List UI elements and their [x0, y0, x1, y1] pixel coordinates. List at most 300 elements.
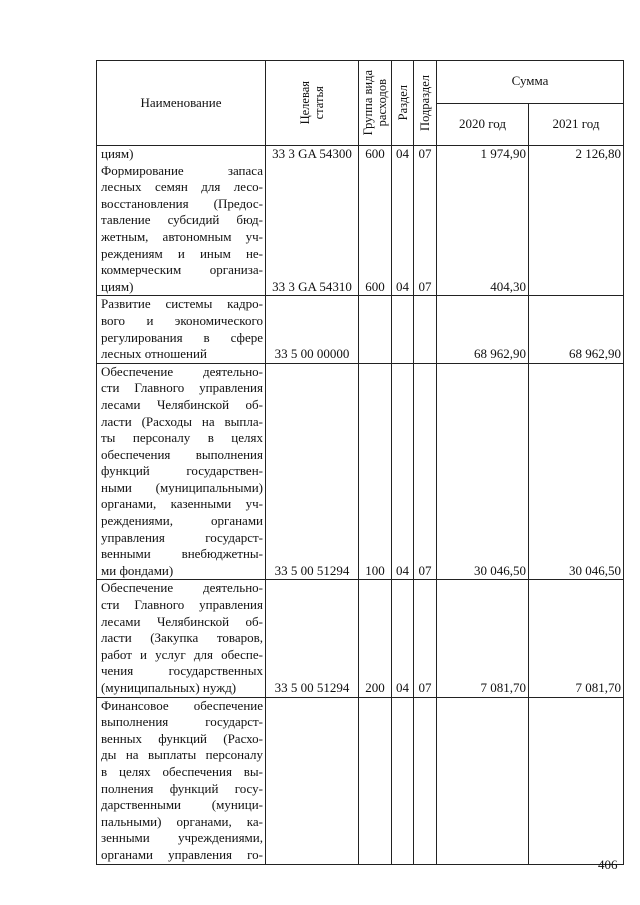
section-value: 04 — [396, 680, 409, 695]
empty-line — [266, 397, 358, 414]
name-word: циям) — [101, 278, 134, 294]
name-word: реждениям — [101, 245, 163, 261]
empty-line — [414, 364, 436, 381]
empty-line — [266, 179, 358, 196]
name-word: автономным — [162, 228, 232, 244]
empty-line — [437, 212, 526, 229]
empty-line — [359, 229, 391, 246]
empty-line — [266, 513, 358, 530]
name-word: целях — [118, 763, 151, 779]
name-word: выполнения — [195, 446, 263, 462]
name-word: лесами — [101, 613, 141, 629]
name-word: Развитие — [101, 296, 151, 312]
sum-2021-cell — [529, 146, 624, 296]
empty-line — [437, 463, 526, 480]
empty-line — [266, 246, 358, 263]
empty-line — [414, 580, 436, 597]
name-word: управления — [101, 529, 165, 545]
empty-line — [437, 262, 526, 279]
empty-line — [359, 480, 391, 497]
empty-line — [529, 229, 621, 246]
section-cell — [392, 363, 414, 580]
name-word: организа- — [209, 262, 263, 278]
name-word: кадро- — [227, 296, 263, 312]
name-word: обеспечения — [162, 763, 232, 779]
sum-2020-cell — [437, 580, 529, 697]
empty-line — [392, 647, 413, 664]
empty-line — [529, 463, 621, 480]
name-word: реждениями, — [101, 513, 173, 529]
empty-line — [359, 163, 391, 180]
sum-2021-cell — [529, 363, 624, 580]
empty-line — [392, 797, 413, 814]
expense-group-value: 600 — [365, 278, 385, 294]
empty-line — [437, 847, 526, 864]
name-line — [101, 463, 263, 480]
empty-line — [266, 463, 358, 480]
header-sum: Сумма — [437, 61, 624, 104]
empty-line — [414, 330, 436, 347]
empty-line — [359, 313, 391, 330]
empty-line — [266, 698, 358, 715]
target-article-value: 33 3 GA 54310 — [272, 278, 352, 294]
empty-line — [266, 212, 358, 229]
name-word: восстановления — [101, 195, 189, 211]
sum-2021-cell — [529, 580, 624, 697]
empty-line — [392, 597, 413, 614]
empty-line — [414, 414, 436, 431]
empty-line — [392, 380, 413, 397]
empty-line — [414, 597, 436, 614]
empty-line — [437, 781, 526, 798]
sum-2020-value: 30 046,50 — [474, 562, 526, 578]
empty-line — [359, 496, 391, 513]
empty-line — [529, 698, 621, 715]
empty-line — [529, 196, 621, 213]
name-line — [101, 513, 263, 530]
sum-2021-cell — [529, 296, 624, 363]
name-line — [101, 614, 263, 631]
name-word: лесами — [101, 396, 141, 412]
empty-line — [529, 480, 621, 497]
empty-line — [437, 447, 526, 464]
empty-line — [437, 480, 526, 497]
empty-line — [266, 764, 358, 781]
name-word: коммерческим — [101, 262, 182, 278]
name-word: вы- — [243, 763, 263, 779]
empty-line — [437, 663, 526, 680]
empty-line — [414, 262, 436, 279]
empty-line — [437, 546, 526, 563]
empty-line — [437, 414, 526, 431]
section-cell — [392, 146, 414, 296]
sum-2021-cell — [529, 697, 624, 864]
empty-line — [392, 364, 413, 381]
empty-line — [414, 830, 436, 847]
empty-line — [359, 330, 391, 347]
header-subsection: Подраздел — [414, 61, 437, 146]
name-word: сти — [101, 380, 120, 396]
name-line — [101, 597, 263, 614]
empty-line — [359, 246, 391, 263]
empty-line — [437, 530, 526, 547]
expense-group-cell — [359, 363, 392, 580]
name-word: органами — [101, 846, 154, 862]
empty-line — [359, 747, 391, 764]
empty-line — [414, 814, 436, 831]
empty-line — [437, 313, 526, 330]
name-line — [101, 212, 263, 229]
expense-group-value: 600 — [365, 146, 385, 161]
sum-2021-value: 7 081,70 — [575, 680, 621, 695]
name-word: иным — [199, 245, 231, 261]
empty-line — [359, 797, 391, 814]
empty-line — [266, 814, 358, 831]
name-line — [101, 262, 263, 279]
empty-line — [359, 714, 391, 731]
name-word: Обеспечение — [101, 580, 174, 596]
name-word: Формирование — [101, 162, 184, 178]
empty-line — [529, 513, 621, 530]
sum-2020-cell — [437, 697, 529, 864]
empty-line — [529, 496, 621, 513]
name-line — [101, 630, 263, 647]
empty-line — [359, 513, 391, 530]
name-word: (муници- — [211, 797, 263, 813]
name-word: (Предос- — [213, 195, 263, 211]
empty-line — [529, 163, 621, 180]
name-line — [101, 313, 263, 330]
empty-line — [359, 698, 391, 715]
empty-line — [414, 447, 436, 464]
empty-line — [266, 731, 358, 748]
name-line — [101, 279, 263, 296]
header-name: Наименование — [97, 61, 266, 146]
name-line — [101, 179, 263, 196]
name-word: деятельно- — [202, 363, 263, 379]
target-article-cell — [266, 580, 359, 697]
empty-line — [414, 663, 436, 680]
empty-line — [359, 212, 391, 229]
name-word: не- — [245, 245, 263, 261]
row-name-cell — [97, 146, 266, 296]
name-line — [101, 163, 263, 180]
empty-line — [529, 246, 621, 263]
name-word: циям) — [101, 146, 134, 161]
name-line — [101, 781, 263, 798]
name-word: полнения — [101, 780, 154, 796]
name-word: управления — [168, 846, 233, 862]
name-word: лесо- — [233, 179, 263, 195]
subsection-cell — [414, 697, 437, 864]
empty-line — [392, 262, 413, 279]
name-word: дарственными — [101, 797, 181, 813]
empty-line — [414, 196, 436, 213]
name-line — [101, 346, 263, 363]
empty-line — [359, 463, 391, 480]
name-line — [101, 680, 263, 697]
empty-line — [266, 296, 358, 313]
name-line — [101, 380, 263, 397]
name-word: го- — [247, 846, 263, 862]
name-word: на — [125, 747, 139, 763]
name-word: об- — [245, 613, 263, 629]
name-line — [101, 296, 263, 313]
name-word: обеспе- — [221, 646, 263, 662]
table-row — [97, 697, 624, 864]
empty-line — [392, 179, 413, 196]
name-line — [101, 747, 263, 764]
name-word: государственных — [168, 663, 263, 679]
empty-line — [414, 246, 436, 263]
name-word: управления — [199, 380, 263, 396]
empty-line — [414, 380, 436, 397]
empty-line — [392, 781, 413, 798]
empty-line — [437, 580, 526, 597]
name-word: в — [207, 430, 214, 446]
target-article-cell — [266, 146, 359, 296]
name-line — [101, 814, 263, 831]
name-line — [101, 698, 263, 715]
name-word: Финансовое — [101, 697, 169, 713]
empty-line — [414, 614, 436, 631]
section-value: 04 — [396, 562, 409, 578]
name-word: выплаты — [148, 747, 197, 763]
empty-line — [437, 698, 526, 715]
empty-line — [529, 262, 621, 279]
empty-line — [266, 163, 358, 180]
subsection-value — [414, 346, 436, 363]
empty-line — [392, 196, 413, 213]
empty-line — [437, 397, 526, 414]
row-name-cell — [97, 697, 266, 864]
name-word: ка- — [246, 813, 263, 829]
name-word: государст- — [205, 714, 263, 730]
header-expense-group: Группа вида расходов — [359, 61, 392, 146]
empty-line — [529, 212, 621, 229]
target-article-cell — [266, 363, 359, 580]
empty-line — [266, 714, 358, 731]
empty-line — [529, 296, 621, 313]
empty-line — [392, 447, 413, 464]
name-word: целях — [231, 430, 263, 446]
subsection-cell — [414, 296, 437, 363]
name-line — [101, 797, 263, 814]
empty-line — [359, 597, 391, 614]
name-line — [101, 146, 263, 163]
empty-line — [437, 196, 526, 213]
empty-line — [529, 330, 621, 347]
empty-line — [266, 480, 358, 497]
name-word: функций — [101, 463, 150, 479]
empty-line — [437, 614, 526, 631]
empty-line — [266, 430, 358, 447]
empty-line — [392, 496, 413, 513]
empty-line — [414, 781, 436, 798]
name-word: пальными) — [101, 813, 162, 829]
empty-line — [437, 830, 526, 847]
name-word: услуг — [155, 646, 186, 662]
name-line — [101, 196, 263, 213]
name-word: отношений — [144, 346, 207, 362]
empty-line — [437, 330, 526, 347]
section-value: 04 — [396, 278, 409, 294]
name-word: внебюджетны- — [181, 546, 263, 562]
name-line — [101, 580, 263, 597]
name-word: работ — [101, 646, 132, 662]
name-word: лесных — [101, 346, 145, 362]
empty-line — [359, 814, 391, 831]
empty-line — [414, 847, 436, 864]
section-cell — [392, 697, 414, 864]
empty-line — [266, 313, 358, 330]
sum-2020-cell — [437, 296, 529, 363]
name-word: уч- — [245, 228, 263, 244]
empty-line — [266, 229, 358, 246]
empty-line — [414, 714, 436, 731]
empty-line — [529, 630, 621, 647]
empty-line — [437, 597, 526, 614]
subsection-value: 07 — [418, 680, 432, 695]
name-word: уч- — [245, 496, 263, 512]
empty-line — [392, 630, 413, 647]
name-word: нужд) — [202, 680, 237, 695]
name-line — [101, 397, 263, 414]
empty-line — [414, 296, 436, 313]
name-word: в — [101, 763, 108, 779]
empty-line — [414, 797, 436, 814]
empty-line — [392, 430, 413, 447]
empty-line — [414, 731, 436, 748]
empty-line — [392, 313, 413, 330]
empty-line — [359, 196, 391, 213]
name-word: зенными — [101, 830, 150, 846]
empty-line — [359, 731, 391, 748]
empty-line — [529, 797, 621, 814]
name-word: Главного — [134, 597, 185, 613]
empty-line — [414, 179, 436, 196]
target-article-cell — [266, 296, 359, 363]
empty-line — [359, 830, 391, 847]
name-word: жетным, — [101, 228, 149, 244]
name-word: ными — [101, 479, 132, 495]
empty-line — [414, 430, 436, 447]
empty-line — [414, 480, 436, 497]
empty-line — [529, 414, 621, 431]
empty-line — [266, 597, 358, 614]
name-word: фондами) — [119, 562, 174, 578]
empty-line — [437, 380, 526, 397]
name-word: (муниципальными) — [155, 479, 263, 495]
empty-line — [266, 781, 358, 798]
empty-line — [529, 614, 621, 631]
section-cell — [392, 580, 414, 697]
name-line — [101, 364, 263, 381]
empty-line — [392, 513, 413, 530]
name-word: органами, — [176, 813, 232, 829]
name-word: Обеспечение — [101, 363, 174, 379]
empty-line — [392, 663, 413, 680]
empty-line — [392, 212, 413, 229]
empty-line — [437, 731, 526, 748]
empty-line — [437, 246, 526, 263]
empty-line — [529, 530, 621, 547]
name-word: субсидий — [167, 212, 220, 228]
name-word: сти — [101, 597, 120, 613]
empty-line — [359, 647, 391, 664]
name-word: тавление — [101, 212, 151, 228]
empty-line — [437, 764, 526, 781]
name-line — [101, 546, 263, 563]
name-word: регулирования — [101, 329, 183, 345]
name-word: ми — [101, 562, 120, 578]
name-word: в — [203, 329, 210, 345]
empty-line — [359, 447, 391, 464]
empty-line — [529, 781, 621, 798]
name-word: запаса — [227, 162, 263, 178]
sum-2020-value: 1 974,90 — [480, 146, 526, 161]
name-word: Главного — [134, 380, 185, 396]
empty-line — [529, 447, 621, 464]
section-value: 04 — [396, 146, 409, 161]
sum-2021-value: 68 962,90 — [569, 346, 621, 362]
empty-line — [414, 229, 436, 246]
empty-line — [529, 430, 621, 447]
header-section: Раздел — [392, 61, 414, 146]
name-line — [101, 731, 263, 748]
empty-line — [414, 496, 436, 513]
empty-line — [266, 414, 358, 431]
name-word: венными — [101, 546, 151, 562]
empty-line — [414, 698, 436, 715]
name-word: на — [201, 413, 215, 429]
empty-line — [359, 430, 391, 447]
name-word: (Расходы — [141, 413, 192, 429]
empty-line — [529, 714, 621, 731]
empty-line — [266, 797, 358, 814]
empty-line — [414, 764, 436, 781]
empty-line — [437, 814, 526, 831]
empty-line — [392, 614, 413, 631]
empty-line — [529, 179, 621, 196]
empty-line — [392, 714, 413, 731]
name-word: товаров, — [216, 630, 263, 646]
empty-line — [414, 630, 436, 647]
subsection-value: 07 — [418, 278, 432, 294]
name-word: бюд- — [236, 212, 263, 228]
name-line — [101, 229, 263, 246]
empty-line — [359, 764, 391, 781]
empty-line — [392, 764, 413, 781]
empty-line — [414, 313, 436, 330]
name-word: учреждениями, — [177, 830, 263, 846]
empty-line — [414, 546, 436, 563]
name-word: выполнения — [101, 714, 169, 730]
empty-line — [529, 747, 621, 764]
name-word: ды — [101, 747, 117, 763]
name-line — [101, 496, 263, 513]
empty-line — [266, 847, 358, 864]
name-word: и — [177, 245, 185, 261]
expense-group-value: 200 — [365, 680, 385, 695]
empty-line — [392, 814, 413, 831]
empty-line — [414, 463, 436, 480]
name-line — [101, 530, 263, 547]
empty-line — [392, 530, 413, 547]
subsection-value: 07 — [418, 146, 432, 161]
empty-line — [266, 196, 358, 213]
name-word: (Расхо- — [223, 730, 263, 746]
